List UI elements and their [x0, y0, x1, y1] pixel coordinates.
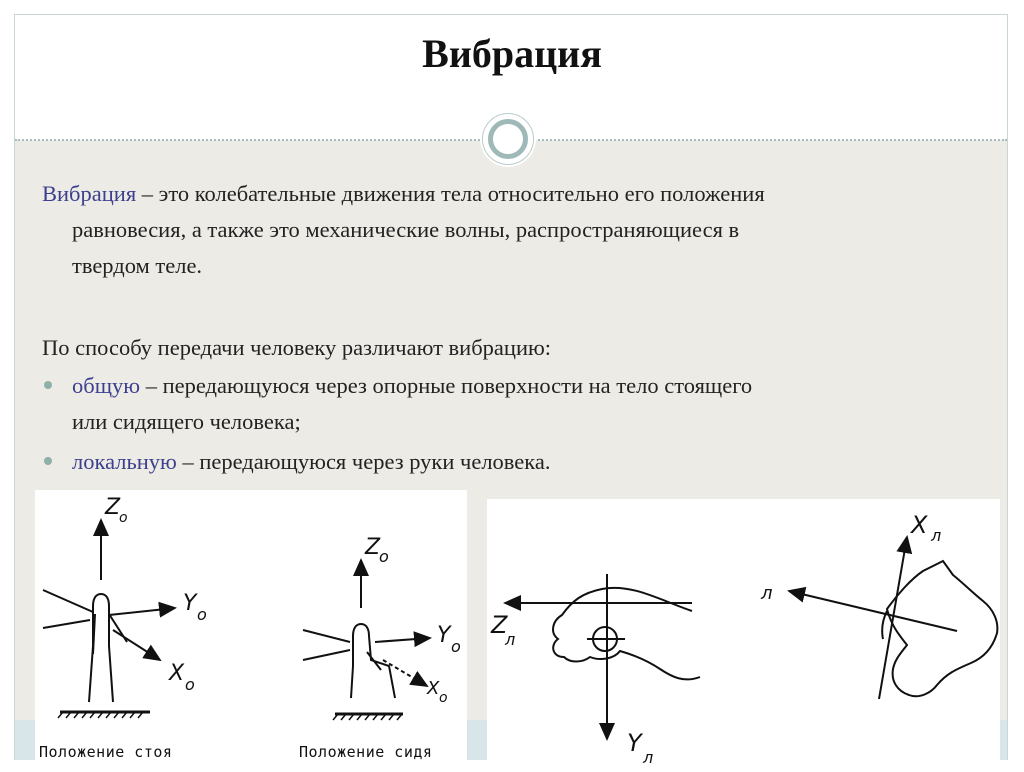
list-item-general-line-2: или сидящего человека; — [72, 409, 301, 434]
item-text: передающуюся через руки человека. — [199, 449, 551, 474]
axis-subscript: л — [505, 630, 516, 649]
definition-term: Вибрация — [42, 181, 137, 206]
y-axis-arrow — [375, 638, 430, 642]
definition-line-2: равновесия, а также это механические волны, распространяющиеся в — [72, 217, 740, 242]
y-axis-arrow — [109, 608, 175, 615]
axis-label-z: Z — [365, 535, 381, 560]
classification-intro: По способу передачи человеку различают вибрацию: — [42, 335, 552, 360]
x-axis-arrow — [113, 630, 160, 660]
standing-person — [89, 594, 127, 702]
side-axis-arrow — [789, 591, 957, 631]
axis-subscript: o — [197, 605, 207, 624]
axis-label-y: Y — [627, 729, 642, 757]
local-vibration-drawing — [487, 499, 1000, 767]
finger-line — [882, 611, 887, 639]
axis-subscript: o — [379, 547, 389, 566]
item-term: общую — [72, 373, 141, 398]
definition-line-1 — [42, 176, 765, 212]
definition-line-3: твердом теле. — [72, 253, 203, 278]
item-dash: – — [176, 449, 200, 474]
axis-label-x: X — [427, 678, 440, 699]
ray-line — [303, 650, 350, 660]
axis-subscript: л — [931, 526, 942, 545]
axis-label-side: л — [761, 583, 773, 604]
ray-line — [303, 630, 350, 642]
ray-line — [43, 590, 93, 612]
caption-sitting: Положение сидя — [299, 743, 433, 761]
axis-label-y: Y — [183, 591, 197, 616]
axis-subscript: o — [185, 675, 195, 694]
axis-label-z: Z — [105, 495, 121, 520]
axis-subscript: o — [119, 510, 128, 526]
axis-label-x: X — [911, 511, 928, 539]
list-item-general — [72, 368, 752, 404]
hand-outline — [887, 561, 997, 696]
list-item-local — [72, 444, 551, 480]
item-text: передающуюся через опорные поверхности на тело стоящего — [162, 373, 753, 398]
ring-inner-circle — [488, 119, 528, 159]
axis-label-z: Z — [491, 611, 508, 639]
general-vibration-drawing — [35, 490, 467, 767]
figure-general-vibration — [35, 490, 467, 767]
item-dash: – — [140, 373, 163, 398]
definition-text-1: это колебательные движения тела относительно его положения — [158, 181, 765, 206]
bullet-dot — [44, 381, 52, 389]
axis-subscript: o — [439, 690, 448, 706]
figure-local-vibration — [487, 499, 1000, 767]
bullet-dot — [44, 457, 52, 465]
slide-title: Вибрация — [422, 31, 602, 76]
ray-line — [43, 620, 90, 628]
ring-ornament — [480, 111, 536, 167]
hand-outline — [553, 588, 700, 680]
sitting-person — [351, 624, 395, 698]
item-term: локальную — [72, 449, 177, 474]
caption-standing: Положение стоя — [39, 743, 173, 761]
axis-label-x: X — [169, 661, 185, 686]
axis-label-y: Y — [437, 623, 451, 648]
axis-subscript: o — [451, 637, 461, 656]
definition-dash: – — [136, 181, 159, 206]
axis-subscript: л — [643, 748, 654, 767]
